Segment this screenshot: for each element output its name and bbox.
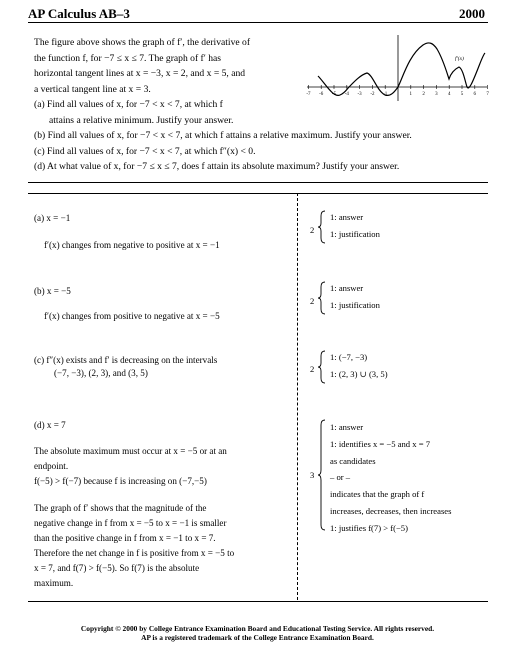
- answer-d-body: [34, 444, 296, 591]
- rubric-d-line: – or –: [330, 472, 351, 483]
- intro-text: [34, 35, 299, 97]
- x-tick-label: 5: [460, 92, 464, 97]
- intro-line: the function f, for −7 ≤ x ≤ 7. The graph of f′ has: [34, 52, 222, 64]
- x-tick-label: 1: [409, 92, 413, 97]
- x-tick-label: -3: [357, 92, 362, 97]
- brace: [318, 281, 326, 315]
- answer-d-line: The absolute maximum must occur at x = −5 or at an: [34, 446, 227, 456]
- x-tick-label: 6: [473, 92, 477, 97]
- answer-b-body: f′(x) changes from positive to negative at x = −5: [44, 311, 220, 321]
- brace: [318, 210, 326, 244]
- question-d: (d) At what value of x, for −7 ≤ x ≤ 7, does f attain its absolute maximum? Justify your answer.: [34, 161, 400, 173]
- rubric-c-1: 1: (−7, −3): [330, 352, 368, 362]
- curve-label: f′(x): [455, 56, 464, 62]
- rubric-d-line: 1: identifies x = −5 and x = 7: [330, 438, 430, 449]
- rubric-b-2: 1: justification: [330, 300, 380, 310]
- x-tick-label: 2: [422, 92, 425, 97]
- question-list: [34, 97, 494, 175]
- copyright-footer: [20, 624, 495, 642]
- x-tick-label: -4: [344, 92, 349, 97]
- derivative-graph: [305, 33, 490, 103]
- rubric-a-2: 1: justification: [330, 229, 380, 239]
- rubric-b-1: 1: answer: [330, 283, 364, 293]
- rubric-d-line: as candidates: [330, 455, 376, 466]
- intro-line: horizontal tangent lines at x = −3, x = 2, and x = 5, and: [34, 68, 246, 80]
- answer-a-head: (a) x = −1: [34, 213, 71, 223]
- x-tick-label: -6: [319, 92, 324, 97]
- column-divider: [297, 193, 298, 600]
- rubric-d-line: indicates that the graph of f: [330, 489, 425, 500]
- points-b: 2: [310, 296, 315, 306]
- intro-line: The figure above shows the graph of f′, the derivative of: [34, 37, 251, 48]
- question-a-cont: attains a relative minimum. Justify your answer.: [49, 114, 234, 126]
- answer-d-line: than the positive change in f from x = −1 to x = 7.: [34, 533, 216, 543]
- answer-c-head: (c) f″(x) exists and f′ is decreasing on the intervals: [34, 355, 218, 365]
- answer-d-head: (d) x = 7: [34, 420, 66, 430]
- section-rule: [28, 193, 488, 194]
- x-tick-label: -7: [306, 92, 311, 97]
- x-tick-label: -1: [383, 92, 388, 97]
- answer-d-line: negative change in f from x = −5 to x = −1 is smaller: [34, 518, 227, 528]
- answer-d-line: Therefore the net change in f is positive from x = −5 to: [34, 548, 235, 558]
- spacer: [34, 489, 296, 501]
- question-a: (a) Find all values of x, for −7 < x < 7, at which f: [34, 99, 223, 110]
- brace: [318, 419, 326, 531]
- answer-b-head: (b) x = −5: [34, 286, 71, 296]
- x-tick-label: 3: [435, 92, 438, 97]
- trademark-line: AP is a registered trademark of the College Entrance Examination Board.: [141, 633, 374, 642]
- rubric-d: [330, 419, 451, 537]
- answer-d-line: f(−5) > f(−7) because f is increasing on (−7,−5): [34, 476, 207, 486]
- question-b: (b) Find all values of x, for −7 < x < 7, at which f attains a relative maximum. Justify your answer.: [34, 130, 412, 142]
- brace: [318, 350, 326, 384]
- rubric-a-1: 1: answer: [330, 212, 364, 222]
- rubric-d-line: 1: justifies f(7) > f(−5): [330, 522, 408, 533]
- answer-d-line: endpoint.: [34, 461, 69, 471]
- exam-year: 2000: [459, 6, 485, 21]
- x-tick-label: 7: [486, 92, 489, 97]
- page-title: AP Calculus AB–3: [28, 6, 130, 21]
- x-tick-label: 4: [447, 92, 451, 97]
- answer-d-line: The graph of f′ shows that the magnitude of the: [34, 503, 207, 513]
- question-c: (c) Find all values of x, for −7 < x < 7, at which f″(x) < 0.: [34, 145, 256, 157]
- intro-line: a vertical tangent line at x = 3.: [34, 83, 151, 95]
- points-c: 2: [310, 364, 315, 374]
- points-d: 3: [310, 470, 315, 480]
- points-a: 2: [310, 225, 315, 235]
- section-rule: [28, 182, 488, 183]
- derivative-curve: [318, 43, 485, 95]
- answer-a-body: f′(x) changes from negative to positive at x = −1: [44, 240, 220, 250]
- copyright-line: Copyright © 2000 by College Entrance Examination Board and Educational Testing Service. All rights reserved.: [80, 624, 435, 633]
- rubric-d-line: increases, decreases, then increases: [330, 505, 452, 516]
- rubric-d-line: 1: answer: [330, 422, 364, 432]
- rubric-c-2: 1: (2, 3) ∪ (3, 5): [330, 369, 388, 379]
- bottom-rule: [28, 601, 488, 602]
- x-tick-label: -5: [331, 92, 337, 97]
- answer-d-line: x = 7, and f(7) > f(−5). So f(7) is the absolute: [34, 563, 200, 573]
- answer-d-line: maximum.: [34, 578, 74, 588]
- header-rule: [28, 22, 488, 23]
- x-tick-label: -2: [370, 92, 375, 97]
- answer-c-body: (−7, −3), (2, 3), and (3, 5): [54, 368, 148, 378]
